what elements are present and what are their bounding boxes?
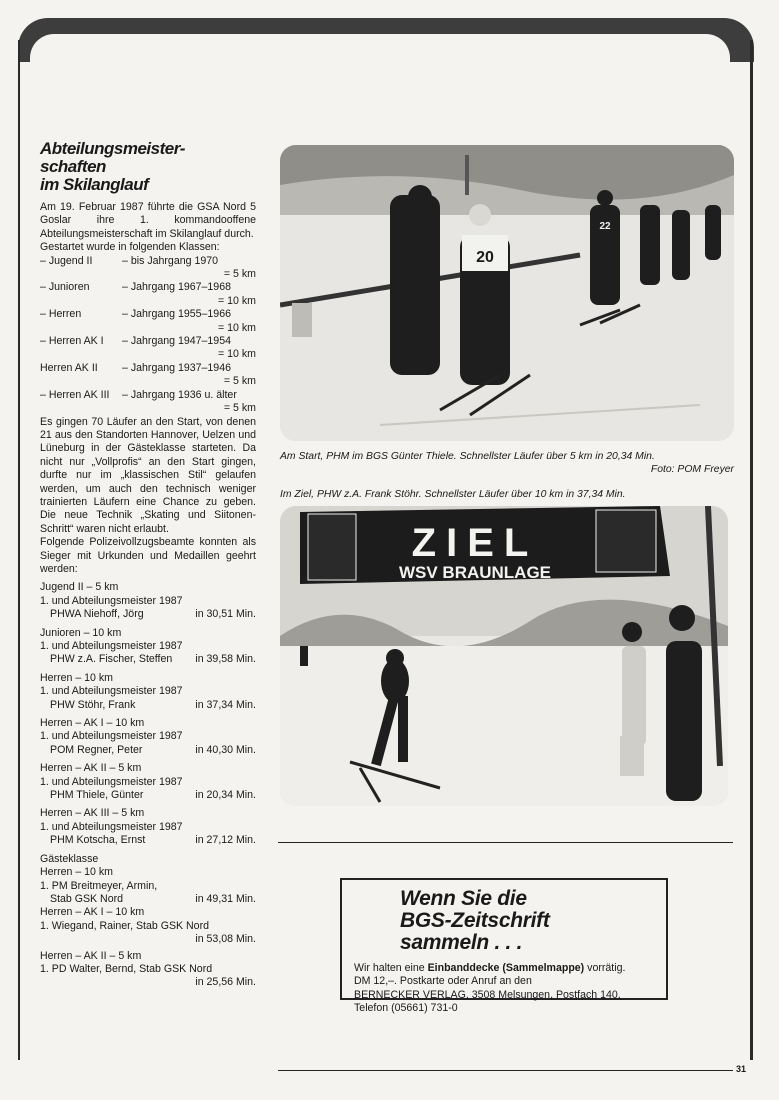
class-item: – Herren AK III – Jahrgang 1936 u. älter = 5 km [40, 388, 256, 415]
photo-start [280, 145, 734, 441]
photo-finish-caption: Im Ziel, PHW z.A. Frank Stöhr. Schnellster Läufer über 10 km in 37,34 Min. [280, 489, 626, 500]
ad-headline: Wenn Sie die BGS-Zeitschrift sammeln . . . [400, 887, 550, 954]
guest-class: Gästeklasse Herren – 10 km 1. PM Breitmeyer, Armin, Stab GSK Nord in 49,31 Min. Herren – AK I – 10 km 1. Wiegand, Rainer, Stab GSK Nord in 53,08 Min. Herren – AK II – 5 km 1. PD Walter, Bernd, Stab GSK Nord in 25,56 Min. [40, 852, 256, 989]
classes-intro: Gestartet wurde in folgenden Klassen: [40, 241, 220, 254]
page-header-inner [30, 34, 730, 64]
bib-number-front: 20 [476, 249, 494, 266]
section-separator [278, 842, 733, 843]
bib-number-back: 22 [599, 221, 611, 232]
article-body: Es gingen 70 Läufer an den Start, von denen 21 aus den Standorten Hannover, Uelzen und Lüneburg in der Gästeklasse starteten. Da nicht nur „Vollprofis“ an den Start gingen, durfte nur im „klassischen Stil“ gelaufen werden, um auch den technisch weniger trainierten Läufern eine Chance zu geben. Die neue Technik „Skating und Siitonen-Schritt“ waren nicht erlaubt. [40, 415, 256, 535]
ad-line-1: Wir halten eine Einbanddecke (Sammelmappe) vorrätig. [354, 962, 626, 974]
right-rule [750, 40, 753, 1060]
class-item: Herren AK II – Jahrgang 1937–1946 = 5 km [40, 361, 256, 388]
class-item: – Jugend II – bis Jahrgang 1970 = 5 km [40, 254, 256, 281]
result-item: Herren – AK I – 10 km 1. und Abteilungsmeister 1987 POM Regner, Peter in 40,30 Min. [40, 717, 256, 756]
banner-club-text: WSV BRAUNLAGE [398, 563, 552, 582]
page-number: 31 [736, 1064, 747, 1074]
subscription-ad-box [340, 878, 668, 1015]
photo-finish [280, 506, 728, 806]
result-item: Jugend II – 5 km 1. und Abteilungsmeister 1987 PHWA Niehoff, Jörg in 30,51 Min. [40, 581, 256, 621]
photo-start-caption: Am Start, PHM im BGS Günter Thiele. Schnellster Läufer über 5 km in 20,34 Min. Foto: POM Freyer [280, 451, 734, 475]
class-list [40, 255, 256, 416]
footer-rule [278, 1070, 733, 1071]
ski-start-image [280, 145, 734, 441]
ski-finish-image [280, 506, 728, 806]
class-item: – Junioren – Jahrgang 1967–1968 = 10 km [40, 281, 256, 307]
article-headline: Abteilungsmeister- schaften im Skilanglauf [40, 139, 185, 194]
result-item: Junioren – 10 km 1. und Abteilungsmeister 1987 PHW z.A. Fischer, Steffen in 39,58 Min. [40, 626, 256, 666]
ad-line-2: DM 12,–. Postkarte oder Anruf an den [354, 975, 532, 988]
left-rule [18, 40, 20, 1060]
winners-intro: Folgende Polizeivollzugsbeamte konnten als Sieger mit Urkunden und Medaillen geehrt werden: [40, 536, 256, 575]
result-item: Herren – 10 km 1. und Abteilungsmeister 1987 PHW Stöhr, Frank in 37,34 Min. [40, 671, 256, 711]
result-item: Herren – AK III – 5 km 1. und Abteilungsmeister 1987 PHM Kotscha, Ernst in 27,12 Min. [40, 807, 256, 847]
results-list [40, 581, 256, 847]
result-item: Herren – AK II – 5 km 1. und Abteilungsmeister 1987 PHM Thiele, Günter in 20,34 Min. [40, 762, 256, 802]
ad-line-4: Telefon (05661) 731-0 [354, 1002, 458, 1015]
class-item: – Herren – Jahrgang 1955–1966 = 10 km [40, 308, 256, 334]
ad-line-3: BERNECKER VERLAG, 3508 Melsungen, Postfach 140, [354, 988, 621, 1001]
article-column [40, 140, 256, 990]
class-item: – Herren AK I – Jahrgang 1947–1954 = 10 km [40, 335, 256, 361]
article-intro: Am 19. Februar 1987 führte die GSA Nord 5 Goslar ihre 1. kommandooffene Abteilungsmeisterschaft im Skilanglauf durch. [40, 201, 256, 240]
banner-ziel-text: ZIEL [411, 521, 539, 565]
